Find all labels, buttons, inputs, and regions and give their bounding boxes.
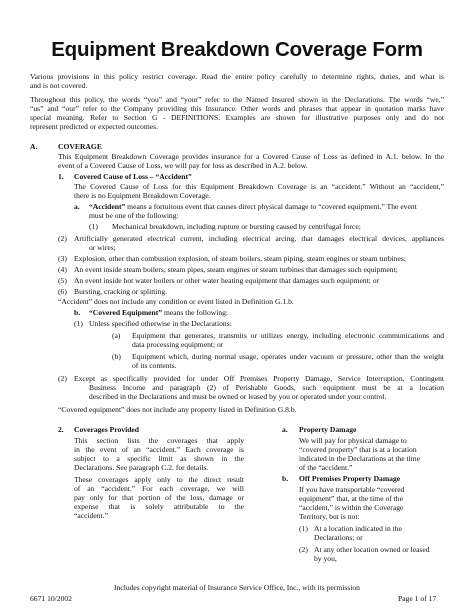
intro-line: Various provisions in this policy restrict coverage. Read the entire policy carefully to determine rights, duties, and what is <box>30 72 444 81</box>
list-text: or wires; <box>89 243 116 252</box>
column-text: of an “accident.” For each coverage, we will <box>74 484 244 493</box>
column-text: “covered property” that is at a location <box>299 445 417 454</box>
list-text: data processing equipment; or <box>132 340 224 349</box>
column-text: Declarations. See paragraph C.2. for details. <box>74 463 209 472</box>
column-text: expense that is solely attributable to the <box>74 502 244 511</box>
column-text: of the “accident.” <box>299 463 353 472</box>
subitem-heading: Off Premises Property Damage <box>299 474 401 483</box>
list-num: (2) <box>299 545 308 554</box>
definition-note: “Covered equipment” does not include any property listed in Definition G.8.b. <box>58 405 297 414</box>
subitem-label: a. <box>74 202 80 211</box>
list-text: Explosion, other than combustion explosion, of steam boilers, steam piping, steam engines or steam turbines; <box>74 254 406 263</box>
list-text: by you, <box>314 554 337 563</box>
intro-line: Throughout this policy, the words “you” and “your” refer to the Named Insured shown in the Declarations. The words “we,” <box>30 95 444 104</box>
section-heading: COVERAGE <box>58 142 102 151</box>
list-text: Except as specifically provided for under Off Premises Property Damage, Service Interruption, Contingent <box>74 374 444 383</box>
list-text: Declarations; or <box>314 533 363 542</box>
column-text: These coverages apply only to the direct result <box>74 475 244 484</box>
list-num: (4) <box>58 265 67 274</box>
column-text: Territory, but is not: <box>299 512 360 521</box>
list-text: An event inside steam boilers, steam pipes, steam engines or steam turbines that damages such equipment; <box>74 265 398 274</box>
item-heading: Coverages Provided <box>74 425 140 434</box>
list-text: Equipment which, during normal usage, operates under vacuum or pressure, other than the weight <box>132 352 444 361</box>
section-label: A. <box>30 142 38 151</box>
column-text: We will pay for physical damage to <box>299 436 407 445</box>
item-label: 1. <box>58 172 64 181</box>
subitem-label: b. <box>74 308 81 317</box>
intro-line: special meaning. Refer to Section G - DEFINITIONS. Examples are shown for illustrative purposes only and do not <box>30 113 444 122</box>
list-text: of its contents. <box>132 361 177 370</box>
intro-line: “us” and “our” refer to the Company providing this Insurance. Other words and phrases that appear in quotation marks have <box>30 104 444 113</box>
subitem-line <box>89 202 444 211</box>
list-num: (1) <box>74 319 83 328</box>
list-text: At any other location owned or leased <box>314 545 430 554</box>
subitem-label: a. <box>282 425 288 434</box>
list-num: (2) <box>58 234 67 243</box>
column-text: If you have transportable “covered <box>299 485 405 494</box>
list-text: Equipment that generates, transmits or utilizes energy, including electronic communications and <box>132 331 444 340</box>
page-title: Equipment Breakdown Coverage Form <box>51 38 423 61</box>
column-text: pay only for that portion of the loss, damage or <box>74 493 244 502</box>
definition-text: means the following: <box>162 308 229 317</box>
list-num: (6) <box>58 287 67 296</box>
list-num: (1) <box>89 222 98 231</box>
column-text: “accident.” <box>74 511 108 520</box>
list-text: At a location indicated in the <box>314 524 402 533</box>
subitem-line <box>89 308 228 317</box>
list-text: Bursting, cracking or splitting. <box>74 287 168 296</box>
column-text: This section lists the coverages that apply <box>74 436 244 445</box>
section-text: This Equipment Breakdown Coverage provides insurance for a Covered Cause of Loss as defined in A.1. below. In the <box>58 152 444 161</box>
list-num: (2) <box>58 374 67 383</box>
list-num: (3) <box>58 254 67 263</box>
column-text: “accident,” is within the Coverage <box>299 503 404 512</box>
list-text: Unless specified otherwise in the Declarations: <box>89 319 232 328</box>
column-text: indicated in the Declarations at the time <box>299 454 421 463</box>
item-text: there is no Equipment Breakdown Coverage. <box>74 191 211 200</box>
list-text: Artificially generated electrical current, including electrical arcing, that damages electrical devices, appliances <box>74 234 444 243</box>
defined-term: “Covered Equipment” <box>89 308 163 317</box>
intro-line: and is not covered. <box>30 81 88 90</box>
footer-page-number: Page 1 of 17 <box>398 594 437 603</box>
subitem-heading: Property Damage <box>299 425 357 434</box>
definition-note: “Accident” does not include any condition or event listed in Definition G.1.b. <box>58 297 294 306</box>
column-text: equipment” that, at the time of the <box>299 494 403 503</box>
item-label: 2. <box>58 425 64 434</box>
column-text: subject to a specific limit as shown in the <box>74 454 244 463</box>
intro-line: represent predicted or expected outcomes. <box>30 122 158 131</box>
list-num: (a) <box>112 331 121 340</box>
list-num: (1) <box>299 524 308 533</box>
list-num: (5) <box>58 276 67 285</box>
defined-term: “Accident” <box>89 202 126 211</box>
footer-form-number: 6671 10/2002 <box>30 594 72 603</box>
list-text: An event inside hot water boilers or other water heating equipment that damages such equipment; or <box>74 276 380 285</box>
list-text: Mechanical breakdown, including rupture or bursting caused by centrifugal force; <box>112 222 361 231</box>
subitem-label: b. <box>282 474 289 483</box>
section-text: event of a Covered Cause of Loss, we will pay for loss as described in A.2. below. <box>58 161 308 170</box>
item-text: The Covered Cause of Loss for this Equipment Breakdown Coverage is an “accident.” Without an “accident,” <box>74 182 444 191</box>
list-text: Business Income and paragraph (2) of Perishable Goods, such equipment must be at a location <box>89 383 444 392</box>
footer-copyright: Includes copyright material of Insurance Service Office, Inc., with its permission <box>114 583 360 592</box>
list-text: described in the Declarations and must be owned or leased by you or operated under your control. <box>89 392 387 401</box>
item-heading: Covered Cause of Loss – “Accident” <box>74 172 192 181</box>
subitem-text: must be one of the following: <box>89 211 179 220</box>
definition-text: means a fortuitous event that causes direct physical damage to “covered equipment.” The event <box>125 202 417 211</box>
list-num: (b) <box>112 352 121 361</box>
column-text: in the event of an “accident.” Each coverage is <box>74 445 244 454</box>
